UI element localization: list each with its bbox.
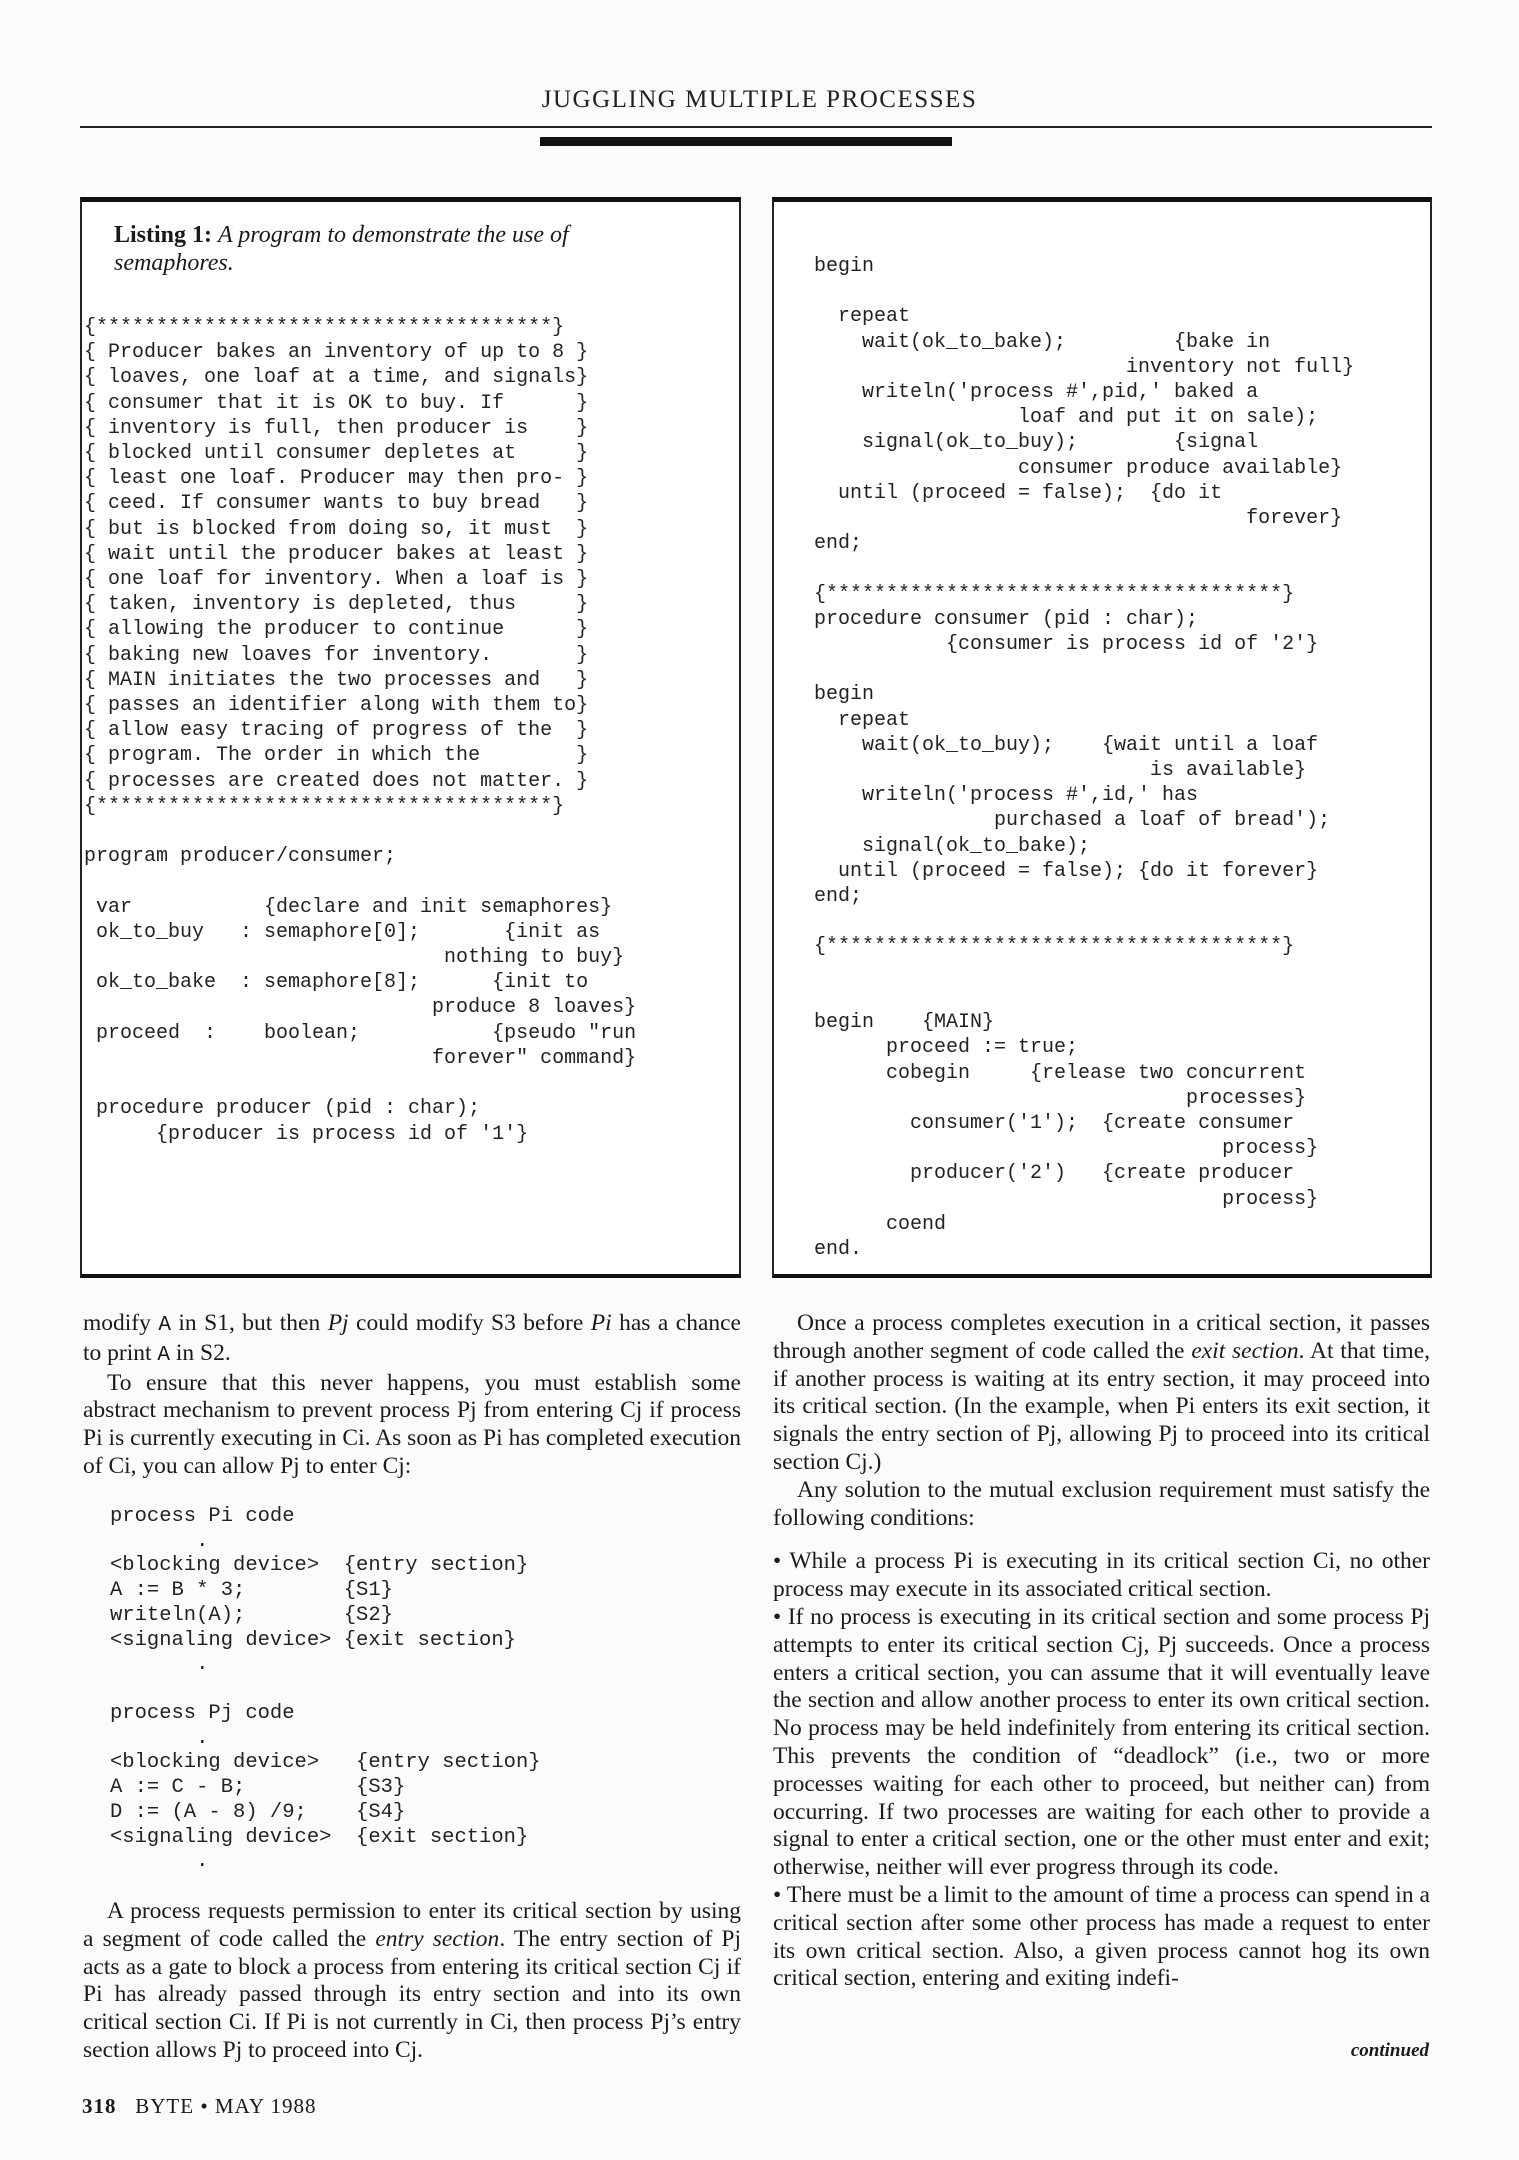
left-column-top [83,1310,741,1481]
left-column-bottom [83,1898,741,2065]
listing-label: Listing 1: [114,222,213,248]
header-rule [80,126,1432,128]
bullet-item: • There must be a limit to the amount of time a process can spend in a critical section after some other process has made a request to enter its own critical section. Also, a given process cannot hog its own critical section, entering and exiting indefi- [773,1881,1430,1992]
page-number: 318 [82,2094,117,2118]
right-column [773,1310,1430,1993]
listing-box-right [772,197,1432,1278]
listing-title [114,221,674,277]
listing-box-left [80,197,741,1278]
listing-code-right: begin repeat wait(ok_to_bake); {bake in inventory not full} writeln('process #',pid,' baked a loaf and put it on sale); signal(ok_to_buy); {signal consumer produce available} until (proceed = false); {do it forever} end; {**************************************} procedure consumer (pid : char); {consumer is process id of '2'} begin repeat wait(ok_to_buy); {wait until a loaf is available} writeln('process #',id,' has purchased a loaf of bread'); signal(ok_to_bake); until (proceed = false); {do it forever} end; {**************************************} begin {MAIN} proceed := true; cobegin {release two concurrent processes} consumer('1'); {create consumer process} producer('2') {create producer process} coend end. [814,255,1355,1261]
bullet-item: • If no process is executing in its critical section and some process Pj attempts to enter its critical section Cj, Pj succeeds. Once a process enters a critical section, you can assume that it will eventually leave the section and allow another process to enter its own critical section. No process may be held indefinitely from entering its critical section. This prevents the condition of “deadlock” (i.e., two or more processes waiting for each other to proceed, but neither can) from occurring. If two processes are waiting for each other to provide a signal to enter a critical section, one or the other must enter and exit; otherwise, neither will ever progress through its code. [773,1603,1430,1881]
magazine-info: BYTE • MAY 1988 [135,2094,317,2118]
paragraph: Once a process completes execution in a critical section, it passes through another segment of code called the exit section. At that time, if another process is waiting at its entry section, it may proceed into its critical section. (In the example, when Pi enters its exit section, it signals the entry section of Pj, allowing Pj to proceed into its critical section Cj.) [773,1310,1430,1475]
code-process-pi: process Pi code . <blocking device> {entry section} A := B * 3; {S1} writeln(A); {S2} <signaling device> {exit section} . [110,1505,529,1677]
code-process-pj: process Pj code . <blocking device> {entry section} A := C - B; {S3} D := (A - 8) /9; {S4} <signaling device> {exit section} . [110,1702,541,1874]
page-footer [82,2094,316,2119]
header-bar [540,137,952,146]
listing-code-left: {**************************************} { Producer bakes an inventory of up to 8 } { loaves, one loaf at a time, and signals} { consumer that it is OK to buy. If } { inventory is full, then producer is } { blocked until consumer depletes at } { least one loaf. Producer may then pro- } { ceed. If consumer wants to buy bread } { but is blocked from doing so, it must } { wait until the producer bakes at least } { one loaf for inventory. When a loaf is } { taken, inventory is depleted, thus } { allowing the producer to continue } { baking new loaves for inventory. } { MAIN initiates the two processes and } { passes an identifier along with them to} { allow easy tracing of progress of the } { program. The order in which the } { processes are created does not matter. } {**************************************} program producer/consumer; var {declare and init semaphores} ok_to_buy : semaphore[0]; {init as nothing to buy} ok_to_bake : semaphore[8]; {init to produce 8 loaves} proceed : boolean; {pseudo "run forever" command} procedure producer (pid : char); {producer is process id of '1'} [84,316,637,1146]
bullet-item: • While a process Pi is executing in its critical section Ci, no other process may execute in its associated critical section. [773,1548,1430,1603]
listing-caption: A program to demonstrate the use of semaphores. [114,222,569,276]
paragraph: Any solution to the mutual exclusion requirement must satisfy the following conditions: [773,1476,1430,1531]
paragraph: To ensure that this never happens, you must establish some abstract mechanism to prevent process Pj from entering Cj if process Pi is currently executing in Ci. As soon as Pi has completed execution of Ci, you can allow Pj to enter Cj: [83,1369,741,1479]
paragraph: A process requests permission to enter its critical section by using a segment of code called the entry section. The entry section of Pj acts as a gate to block a process from entering its critical section Cj if Pi has already passed through its entry section and into its own critical section Ci. If Pi is not currently in Ci, then process Pj’s entry section allows Pj to proceed into Cj. [83,1898,741,2063]
continued-label: continued [1350,2040,1429,2061]
header-title: JUGGLING MULTIPLE PROCESSES [541,86,978,113]
paragraph: modify A in S1, but then Pj could modify S3 before Pi has a chance to print A in S2. [83,1310,741,1367]
